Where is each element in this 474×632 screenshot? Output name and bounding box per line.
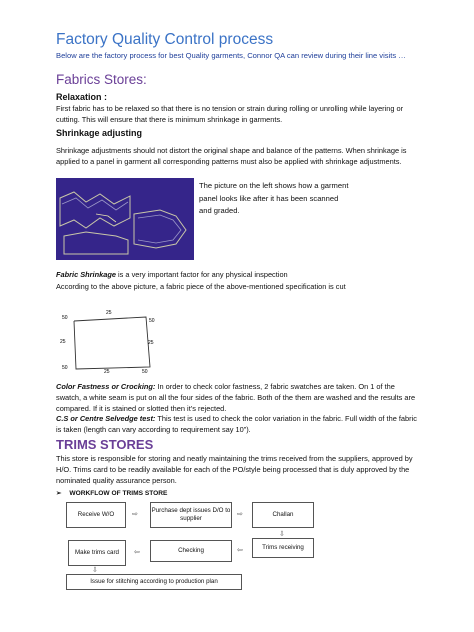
page-title: Factory Quality Control process xyxy=(56,31,274,48)
step-make-trims-card: Make trims card xyxy=(68,540,126,566)
workflow-bullet-icon: ➢ xyxy=(56,490,62,497)
diagram-label-top-right: 50 xyxy=(149,318,155,324)
diagram-label-mid-right: 25 xyxy=(148,340,154,346)
fabric-shrinkage-label: Fabric Shrinkage xyxy=(56,270,116,279)
step-checking: Checking xyxy=(150,540,232,562)
arrow-left-icon: ⇦ xyxy=(134,549,140,556)
photo-caption: The picture on the left shows how a garment panel looks like after it has been scanned and graded. xyxy=(199,181,349,215)
relaxation-text: First fabric has to be relaxed so that there is no tension or strain during rolling or unrolling while layering or cutting. This will ensure that there is minimum shrinkage in garments. xyxy=(56,104,404,124)
step-issue-for-stitching: Issue for stitching according to production plan xyxy=(66,574,242,590)
shrinkage-title: Shrinkage adjusting xyxy=(56,128,143,138)
trims-text: This store is responsible for storing and neatly maintaining the trims received from the suppliers, approved by H/O. Trims card to be readily available for each of the PO/style being processed that is duly approved by the nominated quality assurance person. xyxy=(56,454,413,485)
lead-text: Below are the factory process for best Quality garments, Connor QA can review during their line visits … xyxy=(56,51,406,60)
shrinkage-text: Shrinkage adjustments should not distort the original shape and balance of the patterns. When shrinkage is applied to a panel in garment all corresponding patterns must also be applied with shrinkage adjustments. xyxy=(56,146,407,166)
color-fastness-label: Color Fastness or Crocking: xyxy=(56,382,156,391)
relaxation-title: Relaxation : xyxy=(56,92,108,102)
arrow-left-icon: ⇦ xyxy=(237,547,243,554)
diagram-label-mid-left: 25 xyxy=(60,339,66,345)
step-receive-wo: Receive W/O xyxy=(66,502,126,528)
arrow-down-icon: ⇩ xyxy=(92,567,98,574)
fabric-shrinkage-text: is a very important factor for any physical inspection xyxy=(115,270,288,279)
workflow-title: WORKFLOW OF TRIMS STORE xyxy=(69,490,168,497)
trims-heading: TRIMS STORES xyxy=(56,437,154,452)
selvedge-text: This test is used to check the color variation in the fabric. Full width of the fabric is taken (length can vary according to requirement say 10”). xyxy=(56,414,417,434)
arrow-right-icon: ⇨ xyxy=(132,511,138,518)
diagram-label-top-mid: 25 xyxy=(106,310,112,316)
diagram-label-bot-right: 50 xyxy=(142,369,148,375)
fabric-shrinkage-para xyxy=(56,270,420,281)
fabric-shrinkage-text2: According to the above picture, a fabric piece of the above-mentioned specification is cut xyxy=(56,282,346,291)
arrow-right-icon: ⇨ xyxy=(237,511,243,518)
step-purchase-dept: Purchase dept issues D/O to supplier xyxy=(150,502,232,528)
workflow-title-row xyxy=(56,489,167,497)
color-fastness-text: In order to check color fastness, 2 fabric swatches are taken. On 1 of the swatch, a white seam is put on all the four sides of the fabric. Both of the them are washed and the results are compared. If it is stained or slotted then it’s rejected. xyxy=(56,382,416,413)
color-fastness-para xyxy=(56,382,420,414)
diagram-label-bot-left: 50 xyxy=(62,365,68,371)
arrow-down-icon: ⇩ xyxy=(279,531,285,538)
shrinkage-diagram xyxy=(56,307,166,375)
fabrics-heading: Fabrics Stores: xyxy=(56,72,147,87)
step-trims-receiving: Trims receiving xyxy=(252,538,314,558)
diagram-label-top-left: 50 xyxy=(62,315,68,321)
diagram-label-bot-mid: 25 xyxy=(104,369,110,375)
selvedge-label: C.S or Centre Selvedge test: xyxy=(56,414,156,423)
selvedge-para xyxy=(56,414,420,436)
step-challan: Challan xyxy=(252,502,314,528)
graded-panel-photo xyxy=(56,178,194,260)
